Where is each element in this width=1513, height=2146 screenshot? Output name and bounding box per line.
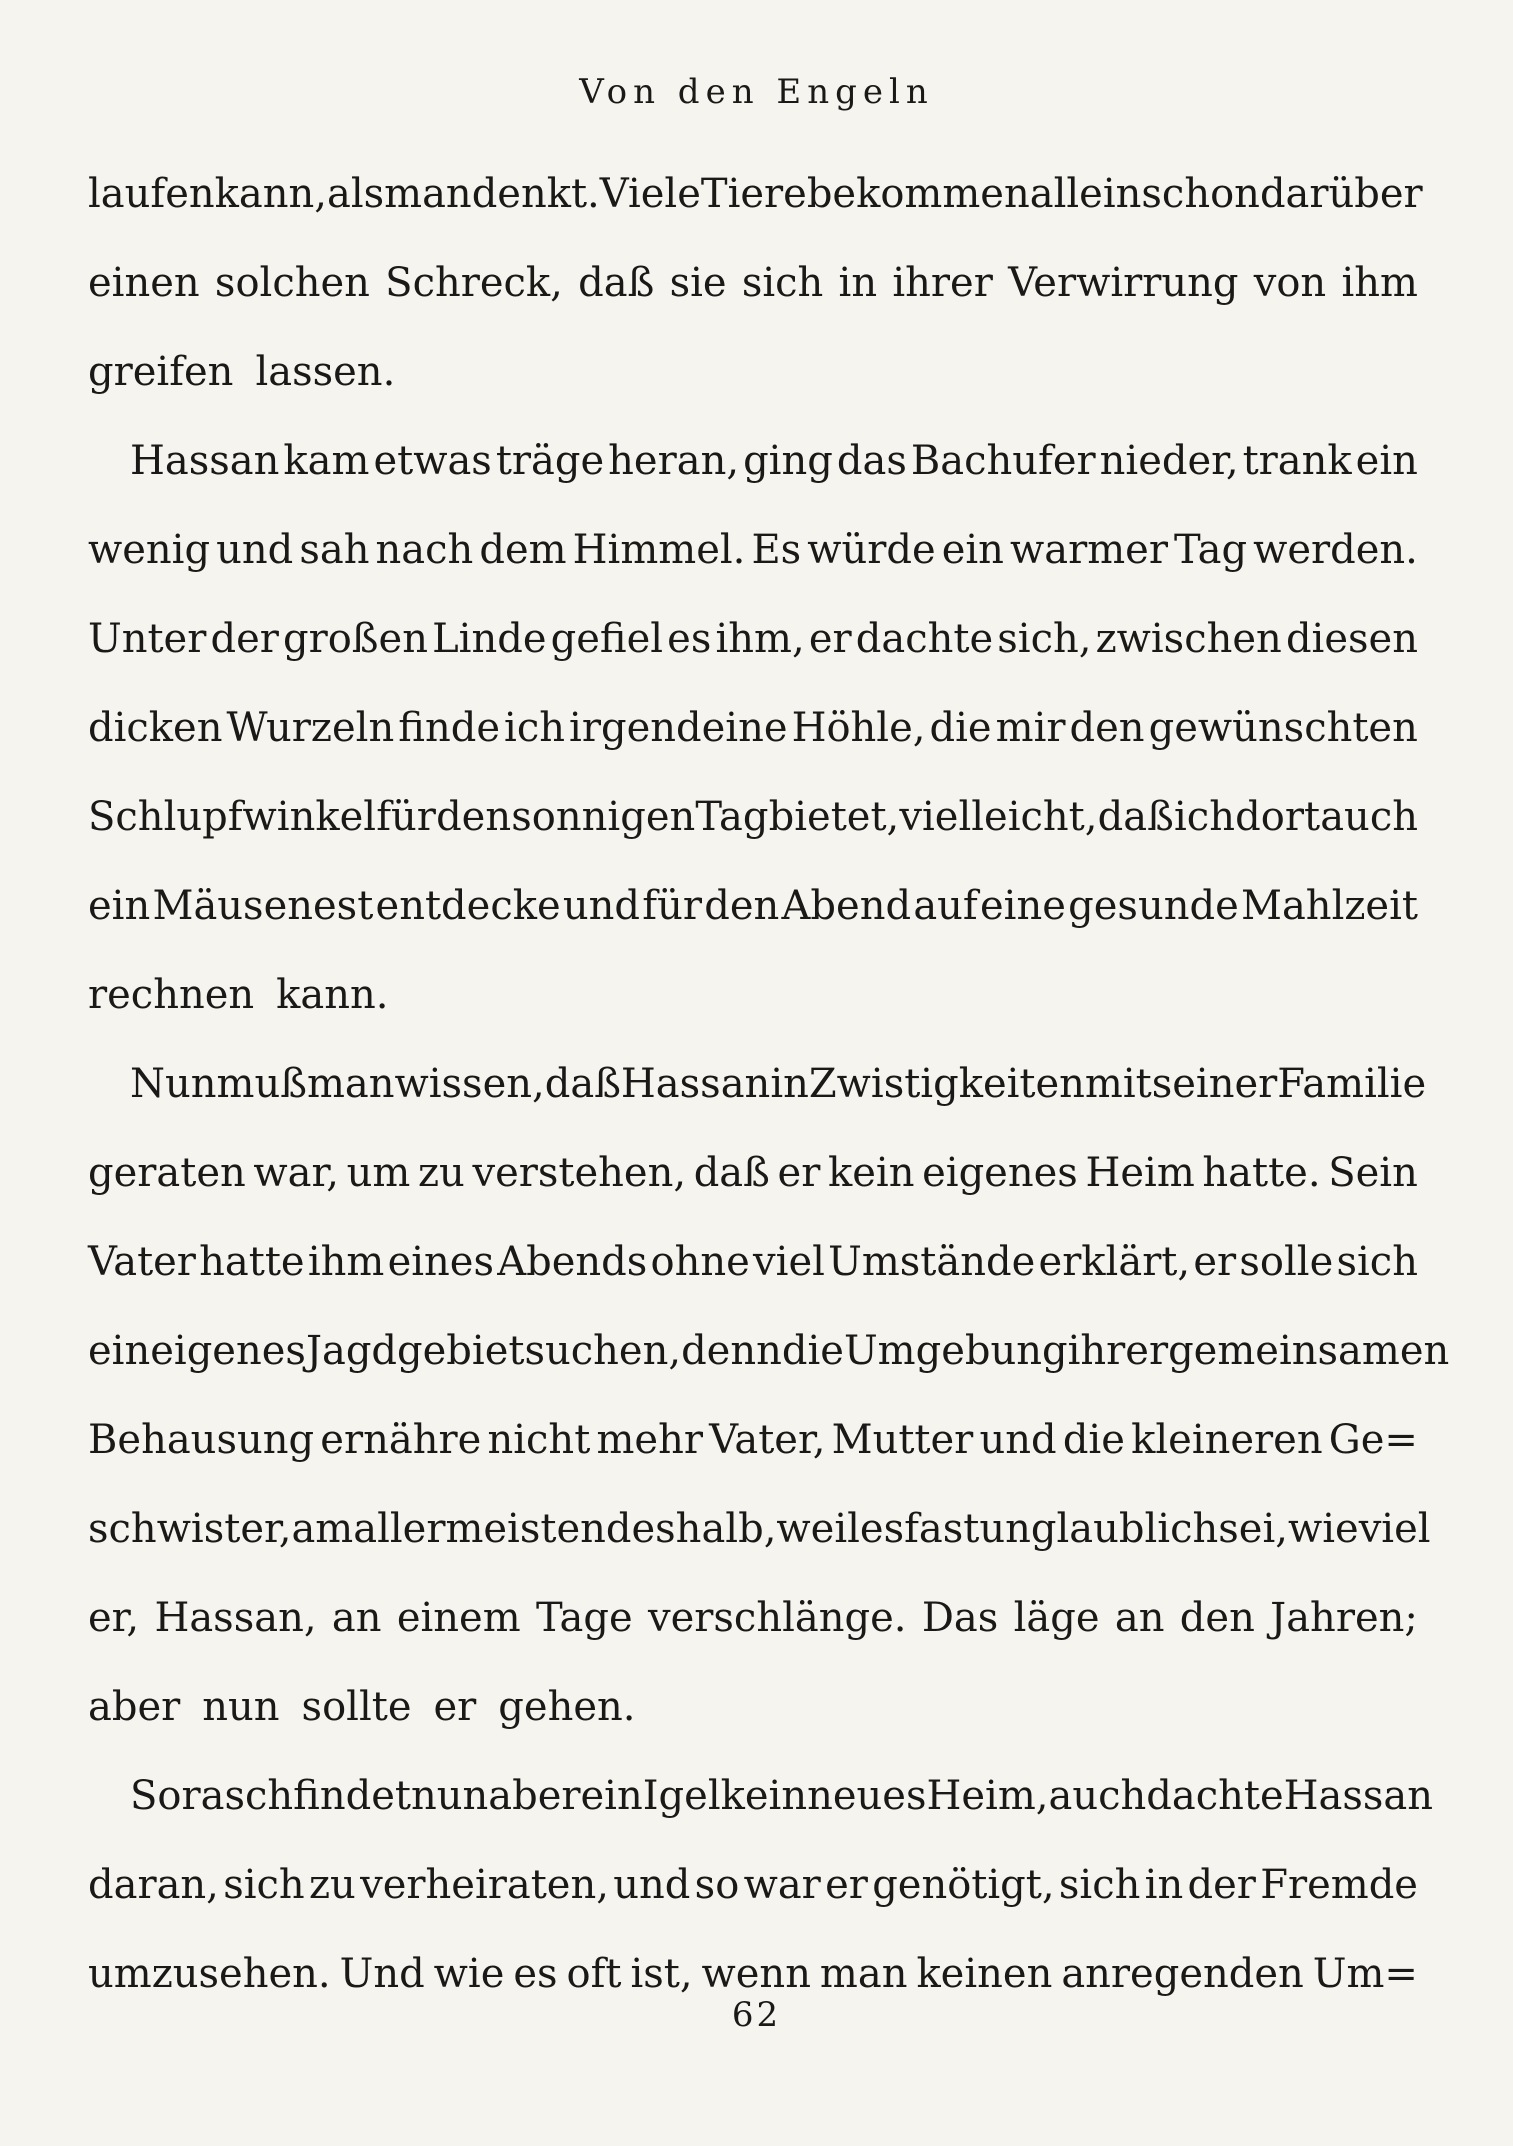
word: das	[836, 438, 907, 484]
word: entdecke	[375, 883, 561, 929]
word: hatte.	[1202, 1150, 1321, 1196]
word: sollte	[301, 1684, 412, 1730]
word: zwischen	[1095, 616, 1282, 662]
word: daß	[544, 1061, 621, 1107]
text-line	[88, 1752, 1434, 1841]
word: Hassan,	[154, 1595, 317, 1641]
word: am	[291, 1506, 354, 1552]
word: Tag	[695, 794, 769, 840]
word: Unter	[88, 616, 207, 662]
word: ein	[941, 527, 1004, 573]
word: Linde	[432, 616, 547, 662]
word: Es	[751, 527, 802, 573]
word: er	[433, 1684, 477, 1730]
word: Hassan	[1283, 1773, 1434, 1819]
word: muß	[216, 1061, 307, 1107]
word: lassen.	[255, 349, 396, 395]
word: kein	[827, 1150, 915, 1196]
word: hatte	[199, 1239, 305, 1285]
word: man	[384, 171, 472, 217]
word: weil	[776, 1506, 860, 1552]
word: oft	[566, 1951, 622, 1997]
word: verheiraten,	[360, 1862, 609, 1908]
word: nieder,	[1099, 438, 1239, 484]
word: an	[1114, 1595, 1165, 1641]
text-line	[88, 1040, 1427, 1129]
word: gewünschten	[1148, 705, 1418, 751]
word: Hassan	[130, 438, 280, 484]
word: neues	[807, 1773, 927, 1819]
word: So	[130, 1773, 182, 1819]
text-line	[88, 239, 1418, 328]
word: Familie	[1277, 1061, 1427, 1107]
word: in	[838, 260, 878, 306]
word: Zwistigkeiten	[808, 1061, 1085, 1107]
body-text	[88, 150, 1450, 2019]
word: ihm	[307, 1239, 385, 1285]
text-line	[88, 1396, 1418, 1485]
word: Hassan	[620, 1061, 771, 1107]
word: eigenes	[922, 1150, 1078, 1196]
word: in	[1144, 1862, 1184, 1908]
word: und	[562, 883, 641, 929]
word: Ge=	[1328, 1417, 1418, 1463]
text-line	[88, 595, 1418, 684]
word: und	[216, 527, 294, 573]
word: daß	[693, 1150, 770, 1196]
text-line	[88, 1574, 1418, 1663]
word: wenn	[701, 1951, 811, 1997]
word: solchen	[214, 260, 370, 306]
word: nun	[202, 1684, 280, 1730]
word: laufen	[88, 171, 215, 217]
word: den	[1069, 705, 1145, 751]
word: sich	[741, 260, 824, 306]
text-line	[88, 1307, 1450, 1396]
word: kleineren	[1131, 1417, 1323, 1463]
text-line	[88, 684, 1418, 773]
word: von	[1253, 260, 1327, 306]
word: Abends	[497, 1239, 648, 1285]
word: wenig	[88, 527, 211, 573]
word: für	[642, 883, 702, 929]
word: Mutter	[831, 1417, 974, 1463]
text-line	[88, 773, 1418, 862]
word: träge	[495, 438, 605, 484]
word: Heim,	[926, 1773, 1049, 1819]
text-line	[88, 951, 1418, 1040]
word: Viele	[599, 171, 701, 217]
word: nach	[375, 527, 474, 573]
word: Mäusenest	[152, 883, 374, 929]
word: er	[808, 616, 852, 662]
word: in	[770, 1061, 809, 1107]
word: den	[1179, 1595, 1255, 1641]
word: genötigt,	[872, 1862, 1055, 1908]
word: ernähre	[320, 1417, 482, 1463]
word: dicken	[88, 705, 223, 751]
word: nicht	[487, 1417, 591, 1463]
word: gesunde	[1068, 883, 1239, 929]
word: ich	[1174, 794, 1235, 840]
word: ihrer	[892, 260, 993, 306]
word: erklärt,	[1038, 1239, 1191, 1285]
word: er	[777, 1150, 821, 1196]
word: daß	[578, 260, 655, 306]
word: würde	[807, 527, 936, 573]
word: der	[210, 616, 279, 662]
word: verschlänge.	[648, 1595, 907, 1641]
word: werden.	[1253, 527, 1418, 573]
word: daß	[1097, 794, 1174, 840]
word: Tag	[1174, 527, 1248, 573]
word: fast	[904, 1506, 980, 1552]
word: suchen,	[524, 1328, 682, 1374]
word: ein	[88, 883, 151, 929]
word: Wurzeln	[226, 705, 395, 751]
text-line	[88, 862, 1418, 951]
word: Jahren;	[1270, 1595, 1418, 1641]
word: auf	[913, 883, 978, 929]
word: daran,	[88, 1862, 219, 1908]
word: deshalb,	[605, 1506, 777, 1552]
word: vielleicht,	[899, 794, 1098, 840]
word: kam	[283, 438, 370, 484]
word: den	[436, 794, 512, 840]
word: man	[306, 1061, 395, 1107]
running-head: Von den Engeln	[579, 72, 934, 112]
word: gemeinsamen	[1168, 1328, 1450, 1374]
word: den	[704, 883, 780, 929]
word: Vater	[88, 1239, 196, 1285]
word: Tiere	[700, 171, 807, 217]
word: Bachufer	[910, 438, 1096, 484]
word: keinen	[916, 1951, 1053, 1997]
word: solle	[1239, 1239, 1334, 1285]
word: Nun	[130, 1061, 217, 1107]
word: und	[613, 1862, 691, 1908]
word: sah	[299, 527, 370, 573]
word: aber	[488, 1773, 581, 1819]
word: mir	[995, 705, 1066, 751]
text-line	[88, 1841, 1418, 1930]
word: Umstände	[828, 1239, 1036, 1285]
word: sei,	[1218, 1506, 1288, 1552]
word: es	[513, 1951, 558, 1997]
word: nun	[410, 1773, 489, 1819]
word: einem	[396, 1595, 521, 1641]
word: die	[781, 1328, 844, 1374]
text-line	[88, 1663, 1418, 1752]
word: darüber	[1259, 171, 1423, 217]
word: anregenden	[1061, 1951, 1304, 1997]
word: dachte	[855, 616, 994, 662]
word: um	[346, 1150, 411, 1196]
word: man	[819, 1951, 908, 1997]
word: denn	[681, 1328, 782, 1374]
word: viel	[753, 1239, 825, 1285]
text-line	[88, 417, 1418, 506]
word: es	[859, 1506, 905, 1552]
word: Schlupfwinkel	[88, 794, 377, 840]
word: er	[825, 1862, 868, 1908]
word: ich	[504, 705, 565, 751]
word: für	[376, 794, 436, 840]
word: so	[694, 1862, 740, 1908]
word: ist,	[630, 1951, 693, 1997]
word: rechnen	[88, 972, 255, 1018]
word: sich	[1336, 1239, 1418, 1285]
word: allermeisten	[353, 1506, 606, 1552]
word: Fremde	[1260, 1862, 1418, 1908]
word: ihm	[1341, 260, 1418, 306]
word: einen	[88, 260, 200, 306]
word: Tage	[535, 1595, 633, 1641]
word: an	[331, 1595, 382, 1641]
word: finde	[398, 705, 500, 751]
word: läge	[1013, 1595, 1100, 1641]
word: ihrer	[1067, 1328, 1169, 1374]
page-number: 62	[731, 1995, 782, 2035]
word: bietet,	[768, 794, 900, 840]
word: es	[667, 616, 712, 662]
word: sich,	[997, 616, 1092, 662]
word: ihm,	[715, 616, 805, 662]
word: heran,	[608, 438, 740, 484]
word: wissen,	[394, 1061, 545, 1107]
word: Heim	[1085, 1150, 1195, 1196]
word: die	[1062, 1417, 1125, 1463]
word: mehr	[596, 1417, 703, 1463]
word: findet	[293, 1773, 411, 1819]
text-line	[88, 328, 1418, 417]
word: greifen	[88, 349, 234, 395]
word: der	[1187, 1862, 1256, 1908]
word: geraten	[88, 1150, 246, 1196]
word: Verwirrung	[1008, 260, 1239, 306]
word: diesen	[1285, 616, 1418, 662]
word: er	[1193, 1239, 1237, 1285]
word: Sein	[1328, 1150, 1418, 1196]
text-line	[88, 1218, 1418, 1307]
word: Höhle,	[791, 705, 926, 751]
word: eigenes	[150, 1328, 306, 1374]
word: Umgebung	[843, 1328, 1068, 1374]
word: ein	[88, 1328, 151, 1374]
word: Jagdgebiet	[305, 1328, 525, 1374]
word: bekommen	[806, 171, 1030, 217]
word: ein	[580, 1773, 643, 1819]
word: aber	[88, 1684, 181, 1730]
text-line	[88, 150, 1423, 239]
word: war,	[253, 1150, 339, 1196]
word: Und	[339, 1951, 425, 1997]
text-line	[88, 1485, 1431, 1574]
word: auch	[1320, 794, 1418, 840]
word: sich	[1058, 1862, 1141, 1908]
word: ging	[743, 438, 833, 484]
word: Igel	[642, 1773, 721, 1819]
word: zu	[308, 1862, 356, 1908]
word: Das	[921, 1595, 999, 1641]
word: ein	[1355, 438, 1418, 484]
word: warmer	[1010, 527, 1168, 573]
word: dort	[1235, 794, 1321, 840]
word: trank	[1242, 438, 1352, 484]
word: sich	[223, 1862, 305, 1908]
word: Behausung	[88, 1417, 315, 1463]
word: zu	[417, 1150, 465, 1196]
word: großen	[283, 616, 428, 662]
word: Vater,	[709, 1417, 826, 1463]
word: sonnigen	[511, 794, 696, 840]
word: wie	[433, 1951, 505, 1997]
text-line	[88, 506, 1418, 595]
word: die	[929, 705, 992, 751]
word: seiner	[1151, 1061, 1278, 1107]
word: mit	[1084, 1061, 1152, 1107]
text-line	[88, 1129, 1418, 1218]
word: war	[743, 1862, 821, 1908]
word: er,	[88, 1595, 140, 1641]
word: auch	[1048, 1773, 1147, 1819]
word: gehen.	[498, 1684, 636, 1730]
word: schon	[1141, 171, 1260, 217]
word: Mahlzeit	[1241, 883, 1418, 929]
word: eines	[387, 1239, 494, 1285]
word: sie	[669, 260, 727, 306]
word: etwas	[373, 438, 492, 484]
word: wieviel	[1287, 1506, 1431, 1552]
word: kein	[720, 1773, 808, 1819]
word: irgendeine	[569, 705, 788, 751]
word: eine	[979, 883, 1066, 929]
word: verstehen,	[472, 1150, 687, 1196]
word: kann,	[214, 171, 327, 217]
word: Um=	[1312, 1951, 1418, 1997]
word: Himmel.	[572, 527, 746, 573]
word: ohne	[650, 1239, 750, 1285]
word: und	[979, 1417, 1057, 1463]
word: kann.	[276, 972, 389, 1018]
word: allein	[1029, 171, 1142, 217]
word: Schreck,	[385, 260, 563, 306]
word: als	[326, 171, 385, 217]
word: denkt.	[471, 171, 600, 217]
word: dachte	[1146, 1773, 1284, 1819]
word: schwister,	[88, 1506, 292, 1552]
word: gefiel	[550, 616, 664, 662]
word: dem	[479, 527, 567, 573]
word: Abend	[781, 883, 912, 929]
word: umzusehen.	[88, 1951, 331, 1997]
word: rasch	[181, 1773, 294, 1819]
word: unglaublich	[979, 1506, 1219, 1552]
